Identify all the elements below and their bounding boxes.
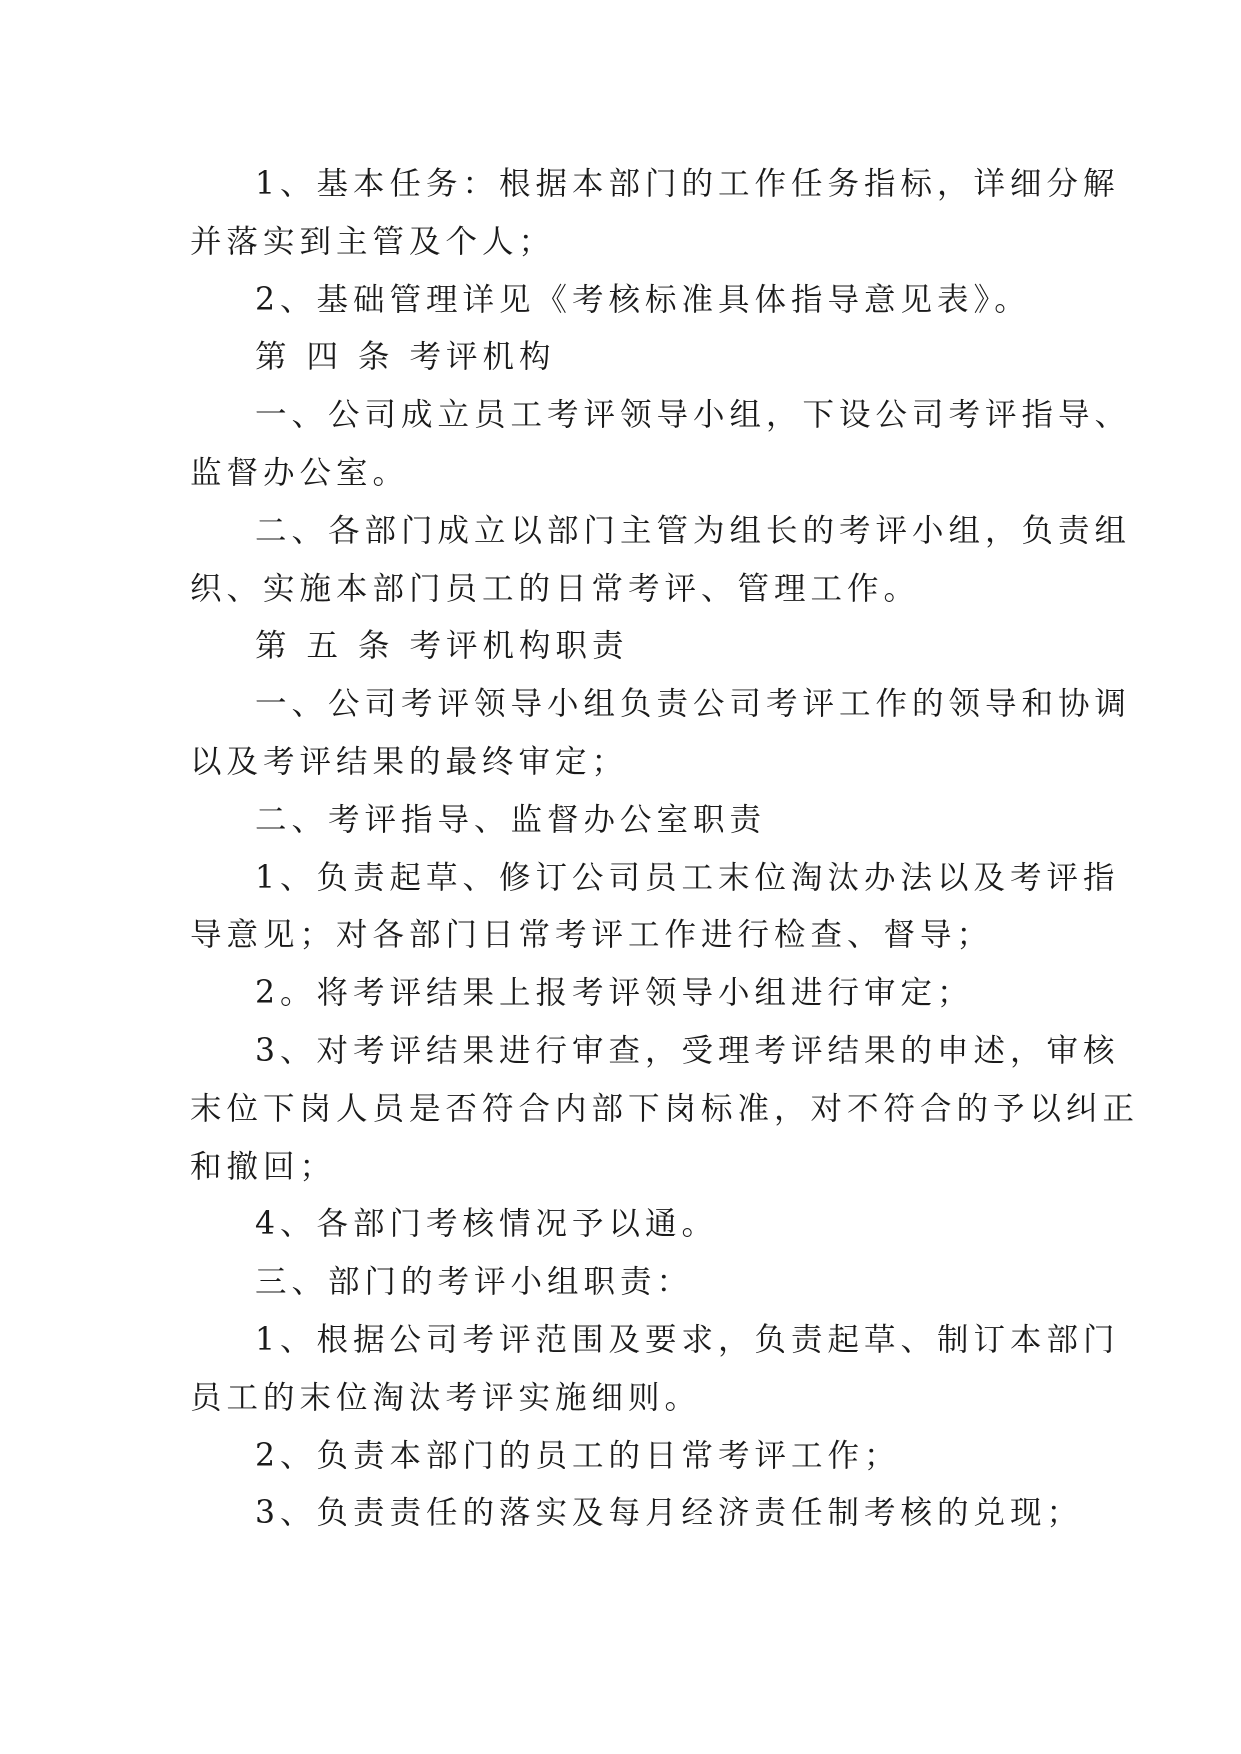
paragraph-line: 2。将考评结果上报考评领导小组进行审定； xyxy=(255,975,974,1012)
paragraph-line: 末位下岗人员是否符合内部下岗标准，对不符合的予以纠正 xyxy=(190,1090,1140,1127)
paragraph-line: 一、公司成立员工考评领导小组，下设公司考评指导、 xyxy=(255,397,1132,434)
paragraph-line: 1、根据公司考评范围及要求，负责起草、制订本部门 xyxy=(255,1321,1120,1358)
paragraph-line: 并落实到主管及个人； xyxy=(190,223,556,260)
paragraph-line: 二、各部门成立以部门主管为组长的考评小组，负责组 xyxy=(255,512,1132,549)
paragraph-line: 2、负责本部门的员工的日常考评工作； xyxy=(255,1437,901,1474)
article-heading: 第 五 条 考评机构职责 xyxy=(255,628,629,665)
paragraph-line: 导意见；对各部门日常考评工作进行检查、督导； xyxy=(190,917,994,954)
paragraph-line: 1、基本任务：根据本部门的工作任务指标，详细分解 xyxy=(255,166,1120,202)
paragraph-line: 3、负责责任的落实及每月经济责任制考核的兑现； xyxy=(255,1495,1084,1532)
paragraph-line: 一、公司考评领导小组负责公司考评工作的领导和协调 xyxy=(255,686,1132,723)
paragraph-line: 以及考评结果的最终审定； xyxy=(190,743,629,780)
article-heading: 第 四 条 考评机构 xyxy=(255,339,556,376)
document-body xyxy=(190,156,1140,1543)
paragraph-line: 1、负责起草、修订公司员工末位淘汰办法以及考评指 xyxy=(255,859,1120,896)
paragraph-line: 三、部门的考评小组职责： xyxy=(255,1264,694,1301)
paragraph-line: 2、基础管理详见《考核标准具体指导意见表》。 xyxy=(255,281,1031,318)
paragraph-line: 员工的末位淘汰考评实施细则。 xyxy=(190,1379,702,1416)
paragraph-line: 二、考评指导、监督办公室职责 xyxy=(255,801,767,838)
paragraph-line: 3、对考评结果进行审查，受理考评结果的申述，审核 xyxy=(255,1032,1120,1069)
paragraph-line: 和撤回； xyxy=(190,1148,337,1185)
paragraph-line: 织、实施本部门员工的日常考评、管理工作。 xyxy=(190,570,921,607)
paragraph-line: 监督办公室。 xyxy=(190,454,410,491)
paragraph-line: 4、各部门考核情况予以通。 xyxy=(255,1206,719,1243)
